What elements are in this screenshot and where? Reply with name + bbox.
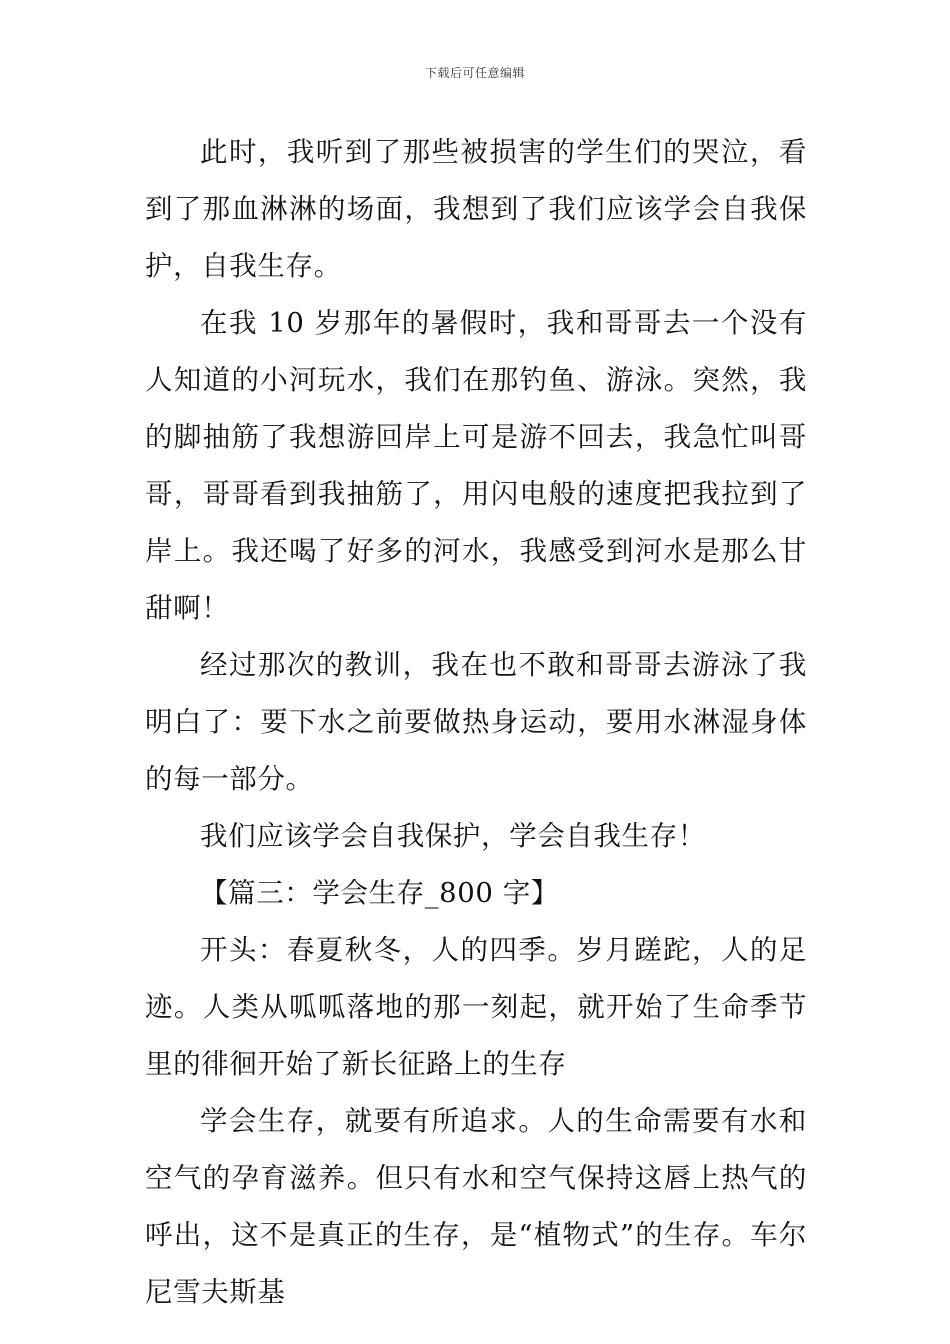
section-heading: 【篇三：学会生存_800 字】 — [200, 877, 559, 909]
paragraph-3: 经过那次的教训，我在也不敢和哥哥去游泳了我明白了：要下水之前要做热身运动，要用水淋湿身体的每一部分。 — [145, 649, 807, 795]
paragraph-4: 我们应该学会自我保护，学会自我生存！ — [200, 820, 706, 852]
paragraph-7: 学会生存，就要有所追求。人的生命需要有水和空气的孕育滋养。但只有水和空气保持这唇上热气的呼出，这不是真正的生存，是“植物式”的生存。车尔尼雪夫斯基 — [145, 1105, 807, 1308]
paragraph-6: 开头：春夏秋冬，人的四季。岁月蹉跎，人的足迹。人类从呱呱落地的那一刻起，就开始了生命季节里的徘徊开始了新长征路上的生存 — [145, 934, 807, 1080]
page-header: 下载后可任意编辑 — [424, 66, 525, 80]
paragraph-1: 此时，我听到了那些被损害的学生们的哭泣，看到了那血淋淋的场面，我想到了我们应该学会自我保护，自我生存。 — [145, 136, 807, 282]
document-body — [145, 124, 807, 1321]
paragraph-2: 在我 10 岁那年的暑假时，我和哥哥去一个没有人知道的小河玩水，我们在那钓鱼、游泳。突然，我的脚抽筋了我想游回岸上可是游不回去，我急忙叫哥哥，哥哥看到我抽筋了，用闪电般的速度把我拉到了岸上。我还喝了好多的河水，我感受到河水是那么甘甜啊！ — [145, 307, 807, 624]
